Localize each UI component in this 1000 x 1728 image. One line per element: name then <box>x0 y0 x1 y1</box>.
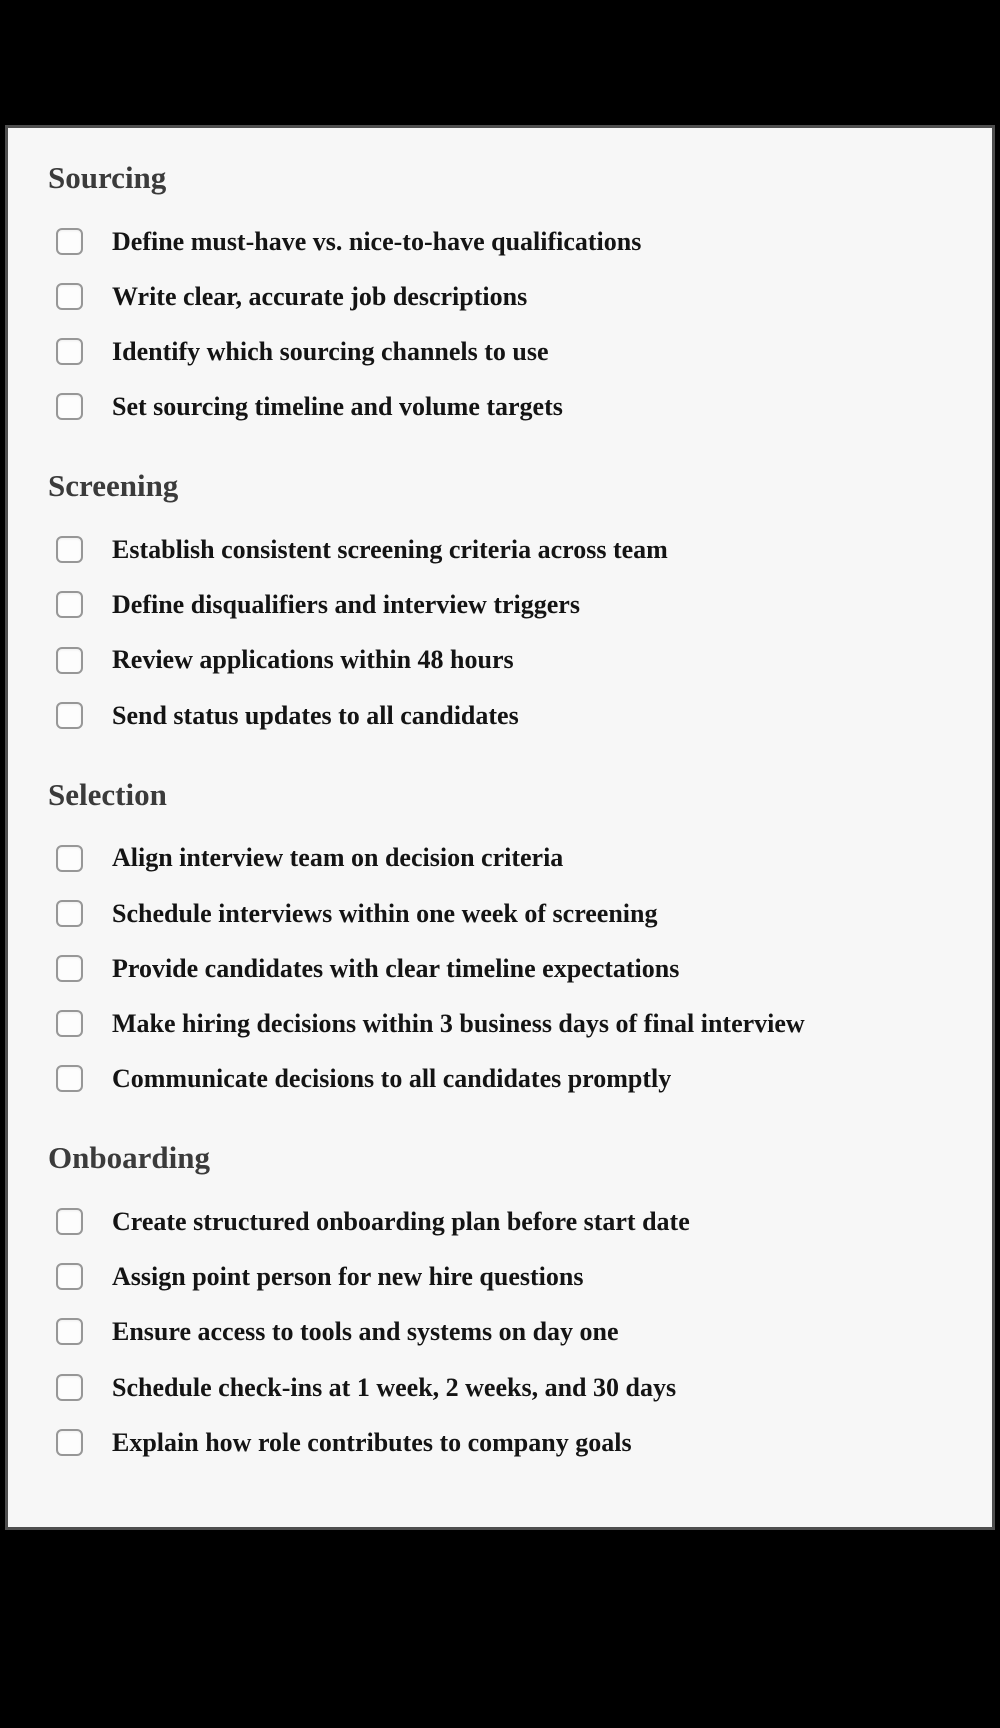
checkbox-unchecked[interactable] <box>56 647 83 674</box>
checkbox-unchecked[interactable] <box>56 1065 83 1092</box>
checklist-item-label: Define must-have vs. nice-to-have qualifications <box>112 226 642 256</box>
section-selection <box>48 777 952 1095</box>
section-sourcing <box>48 160 952 422</box>
checkbox-unchecked[interactable] <box>56 1263 83 1290</box>
checklist-item-label: Send status updates to all candidates <box>112 700 519 730</box>
checkbox-unchecked[interactable] <box>56 900 83 927</box>
checklist-item <box>48 842 952 873</box>
checklist-item-label: Make hiring decisions within 3 business days of final interview <box>112 1008 805 1038</box>
checklist-item-label: Align interview team on decision criteria <box>112 843 564 873</box>
section-title: Sourcing <box>48 160 167 195</box>
checkbox-unchecked[interactable] <box>56 1010 83 1037</box>
checklist-item <box>48 226 952 257</box>
checklist-item <box>48 589 952 620</box>
checklist-item-label: Define disqualifiers and interview triggers <box>112 590 580 620</box>
checklist-item-label: Establish consistent screening criteria across team <box>112 535 668 565</box>
checklist-item-label: Review applications within 48 hours <box>112 645 514 675</box>
checklist-item <box>48 700 952 731</box>
checklist-item-label: Assign point person for new hire questions <box>112 1262 584 1292</box>
section-title: Selection <box>48 776 167 812</box>
checklist-item <box>48 644 952 675</box>
checkbox-unchecked[interactable] <box>56 1318 83 1345</box>
checklist-item-label: Schedule interviews within one week of screening <box>112 898 658 928</box>
checklist-item <box>48 898 952 929</box>
checklist-item-label: Write clear, accurate job descriptions <box>112 281 528 311</box>
checkbox-unchecked[interactable] <box>56 338 83 365</box>
checklist-item-label: Schedule check-ins at 1 week, 2 weeks, and 30 days <box>112 1372 677 1402</box>
checklist-item <box>48 1063 952 1094</box>
checkbox-unchecked[interactable] <box>56 536 83 563</box>
checklist-item-label: Set sourcing timeline and volume targets <box>112 392 563 422</box>
checklist-item <box>48 1008 952 1039</box>
section-title: Screening <box>48 468 179 504</box>
checklist-item-label: Provide candidates with clear timeline expectations <box>112 953 680 983</box>
checkbox-unchecked[interactable] <box>56 283 83 310</box>
checkbox-unchecked[interactable] <box>56 702 83 729</box>
checklist-panel <box>5 125 995 1530</box>
checklist-item-label: Create structured onboarding plan before start date <box>112 1207 690 1236</box>
checkbox-unchecked[interactable] <box>56 393 83 420</box>
checklist-item <box>48 281 952 312</box>
checklist-item <box>48 1427 952 1458</box>
section-screening <box>48 468 952 730</box>
checkbox-unchecked[interactable] <box>56 955 83 982</box>
checkbox-unchecked[interactable] <box>56 1374 83 1401</box>
section-title: Onboarding <box>48 1140 210 1176</box>
checklist-item <box>48 1261 952 1292</box>
checklist-item-label: Ensure access to tools and systems on day one <box>112 1317 619 1347</box>
section-onboarding <box>48 1140 952 1458</box>
checklist-item <box>48 1316 952 1347</box>
checkbox-unchecked[interactable] <box>56 1429 83 1456</box>
checklist-item <box>48 1372 952 1403</box>
checkbox-unchecked[interactable] <box>56 845 83 872</box>
checklist-item <box>48 336 952 367</box>
checkbox-unchecked[interactable] <box>56 591 83 618</box>
checklist-item-label: Communicate decisions to all candidates promptly <box>112 1064 672 1094</box>
checklist-item <box>48 391 952 422</box>
checklist-item-label: Identify which sourcing channels to use <box>112 337 549 367</box>
checkbox-unchecked[interactable] <box>56 228 83 255</box>
checklist-item-label: Explain how role contributes to company goals <box>112 1427 632 1457</box>
checklist-item <box>48 953 952 984</box>
checklist-item <box>48 534 952 565</box>
checkbox-unchecked[interactable] <box>56 1208 83 1235</box>
checklist-item <box>48 1206 952 1237</box>
